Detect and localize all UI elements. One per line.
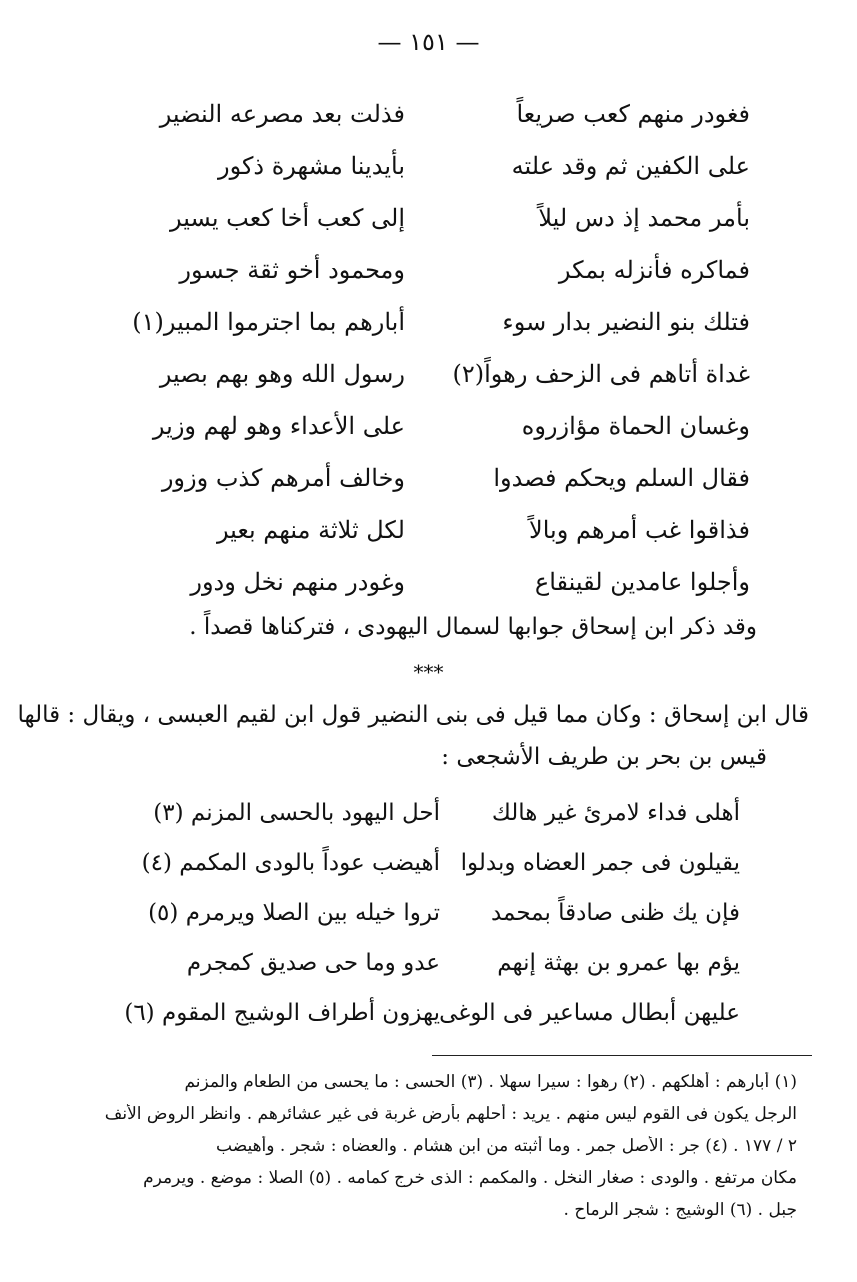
- footnote-line: الرجل يكون فى القوم ليس منهم . يريد : أحلهم بأرض غربة فى غير عشائرهم . وانظر الروض الأنف: [104, 1104, 797, 1124]
- footnote-line: ٢ / ١٧٧ . (٤) جر : الأصل جمر . وما أثبته من ابن هشام . والعضاه : شجر . وأهيضب: [216, 1136, 797, 1156]
- first-hemistich: فغودر منهم كعب صريعاً: [516, 100, 750, 128]
- second-hemistich: لكل ثلاثة منهم بعير: [216, 516, 405, 544]
- verse-line: [110, 464, 750, 516]
- first-hemistich: فماكره فأنزله بمكر: [558, 256, 750, 284]
- second-hemistich: يهزون أطراف الوشيج المقوم (٦): [124, 1000, 440, 1026]
- verse-line: [150, 950, 740, 1002]
- section-separator: ***: [413, 660, 444, 684]
- footnote-line: (١) أبارهم : أهلكهم . (٢) رهوا : سيرا سهلا . (٣) الحسى : ما يحسى من الطعام والمزنم: [184, 1072, 797, 1092]
- second-hemistich: تروا خيله بين الصلا ويرمرم (٥): [148, 900, 440, 926]
- first-hemistich: فإن يك ظنى صادقاً بمحمد: [490, 900, 740, 926]
- second-hemistich: أحل اليهود بالحسى المزنم (٣): [153, 800, 440, 826]
- second-hemistich: وغودر منهم نخل ودور: [190, 568, 405, 596]
- verse-line: [110, 204, 750, 256]
- second-hemistich: عدو وما حى صديق كمجرم: [186, 950, 440, 976]
- first-hemistich: يؤم بها عمرو بن بهثة إنهم: [497, 950, 740, 976]
- verse-line: [124, 1000, 740, 1052]
- verse-line: [110, 516, 750, 568]
- second-hemistich: فذلت بعد مصرعه النضير: [159, 100, 405, 128]
- first-hemistich: وغسان الحماة مؤازروه: [521, 412, 750, 440]
- first-hemistich: أهلى فداء لامرئ غير هالك: [491, 800, 740, 826]
- verse-line: [110, 308, 750, 360]
- second-hemistich: على الأعداء وهو لهم وزير: [152, 412, 405, 440]
- second-hemistich: رسول الله وهو بهم بصير: [159, 360, 405, 388]
- second-hemistich: وخالف أمرهم كذب وزور: [161, 464, 405, 492]
- second-hemistich: أبارهم بما اجترموا المبير(١): [132, 308, 405, 336]
- footnote-line: مكان مرتفع . والودى : صغار النخل . والمكمم : الذى خرج كمامه . (٥) الصلا : موضع . ويرمرم: [143, 1168, 797, 1188]
- verse-line: [110, 100, 750, 152]
- verse-line: [110, 152, 750, 204]
- verse-line: [141, 850, 740, 902]
- first-hemistich: يقيلون فى جمر العضاه وبدلوا: [460, 850, 740, 876]
- verse-line: [110, 568, 750, 620]
- first-hemistich: وأجلوا عامدين لقينقاع: [534, 568, 750, 596]
- first-hemistich: فقال السلم ويحكم فصدوا: [493, 464, 750, 492]
- verse-line: [150, 800, 740, 852]
- footnote-line: جبل . (٦) الوشيج : شجر الرماح .: [563, 1200, 797, 1220]
- second-hemistich: بأيدينا مشهرة ذكور: [217, 152, 405, 180]
- second-hemistich: أهيضب عوداً بالودى المكمم (٤): [141, 850, 440, 876]
- page-number: — ١٥١ —: [377, 28, 480, 56]
- second-hemistich: إلى كعب أخا كعب يسير: [169, 204, 405, 232]
- first-hemistich: على الكفين ثم وقد علته: [511, 152, 750, 180]
- first-hemistich: بأمر محمد إذ دس ليلاً: [538, 204, 750, 232]
- verse-line: [110, 412, 750, 464]
- first-hemistich: عليهن أبطال مساعير فى الوغى: [439, 1000, 740, 1026]
- paragraph-line: قال ابن إسحاق : وكان مما قيل فى بنى النضير قول ابن لقيم العبسى ، ويقال : قالها: [17, 702, 809, 728]
- first-hemistich: غداة أتاهم فى الزحف رهواً(٢): [452, 360, 750, 388]
- verse-line: [150, 900, 740, 952]
- second-hemistich: ومحمود أخو ثقة جسور: [179, 256, 405, 284]
- footnote-divider: [432, 1055, 812, 1056]
- verse-line: [110, 256, 750, 308]
- note-line: وقد ذكر ابن إسحاق جوابها لسمال اليهودى ، فتركناها قصداً .: [189, 614, 757, 640]
- first-hemistich: فذاقوا غب أمرهم وبالاً: [529, 516, 750, 544]
- paragraph-line: قيس بن بحر بن طريف الأشجعى :: [441, 744, 767, 770]
- verse-line: [110, 360, 750, 412]
- first-hemistich: فتلك بنو النضير بدار سوء: [502, 308, 750, 336]
